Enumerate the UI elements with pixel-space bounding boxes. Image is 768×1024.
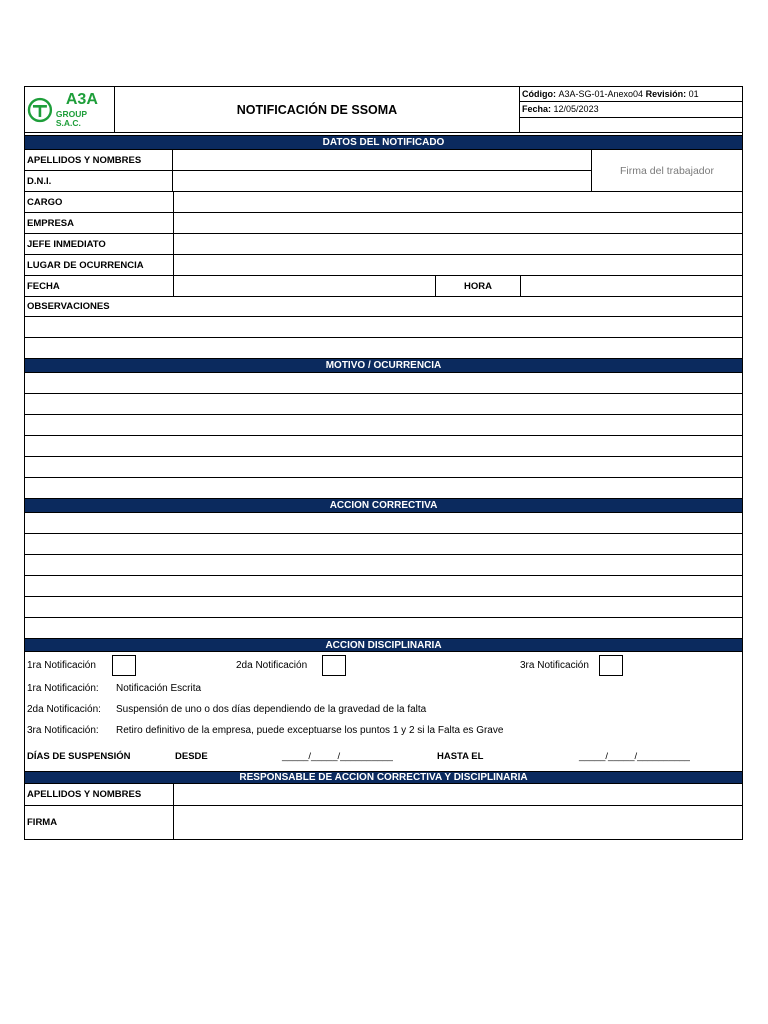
jefe-field[interactable] [174,234,742,254]
datos-top-block [25,150,742,192]
dias-suspension-label: DÍAS DE SUSPENSIÓN [27,750,131,762]
revision-value: 01 [688,89,699,100]
observaciones-label: OBSERVACIONES [27,301,110,312]
motivo-line[interactable] [25,436,742,457]
desc-row-1 [25,678,742,699]
motivo-line[interactable] [25,373,742,394]
dni-label: D.N.I. [25,171,173,191]
notif3-checkbox[interactable] [599,655,623,676]
document-metadata [520,87,742,132]
hora-label: HORA [436,276,521,296]
row-jefe [25,234,742,255]
row-fecha-hora [25,276,742,297]
ssoma-form [24,86,743,840]
hora-field[interactable] [521,276,742,296]
resp-apellidos-label: APELLIDOS Y NOMBRES [25,784,174,805]
observaciones-line[interactable] [25,338,742,359]
hasta-date-field[interactable]: _____/_____/__________ [579,750,690,762]
row-observaciones [25,297,742,317]
notif2-label: 2da Notificación [236,659,308,671]
form-header [25,87,742,133]
motivo-line[interactable] [25,415,742,436]
notif3-label: 3ra Notificación [520,659,589,671]
cargo-label: CARGO [25,192,174,212]
desc3-text: Retiro definitivo de la empresa, puede exceptuarse los puntos 1 y 2 si la Falta es Grave [116,725,504,736]
desc1-text: Notificación Escrita [116,683,202,694]
notif2-checkbox[interactable] [322,655,346,676]
revision-label: Revisión: [645,89,687,100]
codigo-value: A3A-SG-01-Anexo04 [558,89,644,100]
company-logo [25,87,115,132]
desc-row-3 [25,720,742,741]
logo-sub-text: GROUP S.A.C. [55,109,87,128]
lugar-field[interactable] [174,255,742,275]
desde-date-field[interactable]: _____/_____/__________ [282,750,393,762]
section-motivo: MOTIVO / OCURRENCIA [25,359,742,373]
cargo-field[interactable] [174,192,742,212]
apellidos-field[interactable] [173,150,591,170]
row-empresa [25,213,742,234]
desc2-label: 2da Notificación: [27,704,101,715]
fecha-meta-row [520,102,742,117]
empresa-field[interactable] [174,213,742,233]
correctiva-line[interactable] [25,576,742,597]
resp-firma-field[interactable] [174,806,742,839]
hasta-label: HASTA EL [437,750,484,762]
notif1-label: 1ra Notificación [27,659,96,671]
correctiva-line[interactable] [25,597,742,618]
resp-apellidos-field[interactable] [174,784,742,805]
resp-firma-label: FIRMA [25,806,174,839]
desc3-label: 3ra Notificación: [27,725,99,736]
observaciones-line[interactable] [25,317,742,338]
fecha-label: FECHA [25,276,174,296]
desc-row-2 [25,699,742,720]
section-responsable: RESPONSABLE DE ACCION CORRECTIVA Y DISCIPLINARIA [25,771,742,784]
correctiva-line[interactable] [25,513,742,534]
empresa-label: EMPRESA [25,213,174,233]
codigo-label: Código: [522,89,556,100]
row-resp-firma [25,806,742,839]
codigo-row [520,87,742,102]
apellidos-label: APELLIDOS Y NOMBRES [25,150,173,170]
notif1-checkbox[interactable] [112,655,136,676]
notification-checkboxes [25,652,742,678]
row-dni [25,171,591,191]
form-title: NOTIFICACIÓN DE SSOMA [115,87,520,132]
lugar-label: LUGAR DE OCURRENCIA [25,255,174,275]
correctiva-line[interactable] [25,555,742,576]
correctiva-line[interactable] [25,534,742,555]
desde-label: DESDE [175,750,208,762]
correctiva-line[interactable] [25,618,742,639]
logo-main-text: A3A [65,91,98,108]
firma-trabajador-text: Firma del trabajador [620,164,714,177]
section-accion-correctiva: ACCION CORRECTIVA [25,499,742,513]
fecha-meta-value: 12/05/2023 [553,104,599,115]
logo-emblem-icon [27,97,53,123]
row-cargo [25,192,742,213]
meta-blank-row [520,118,742,132]
section-accion-disciplinaria: ACCION DISCIPLINARIA [25,639,742,652]
fecha-field[interactable] [174,276,436,296]
desc1-label: 1ra Notificación: [27,683,99,694]
row-lugar [25,255,742,276]
row-resp-apellidos [25,784,742,806]
firma-trabajador-box[interactable] [592,150,742,191]
desc2-text: Suspensión de uno o dos días dependiendo de la gravedad de la falta [116,704,427,715]
section-datos: DATOS DEL NOTIFICADO [25,136,742,150]
motivo-line[interactable] [25,478,742,499]
dni-field[interactable] [173,171,591,191]
jefe-label: JEFE INMEDIATO [25,234,174,254]
motivo-line[interactable] [25,394,742,415]
fecha-meta-label: Fecha: [522,104,552,115]
suspension-row [25,741,742,771]
row-apellidos [25,150,591,171]
motivo-line[interactable] [25,457,742,478]
